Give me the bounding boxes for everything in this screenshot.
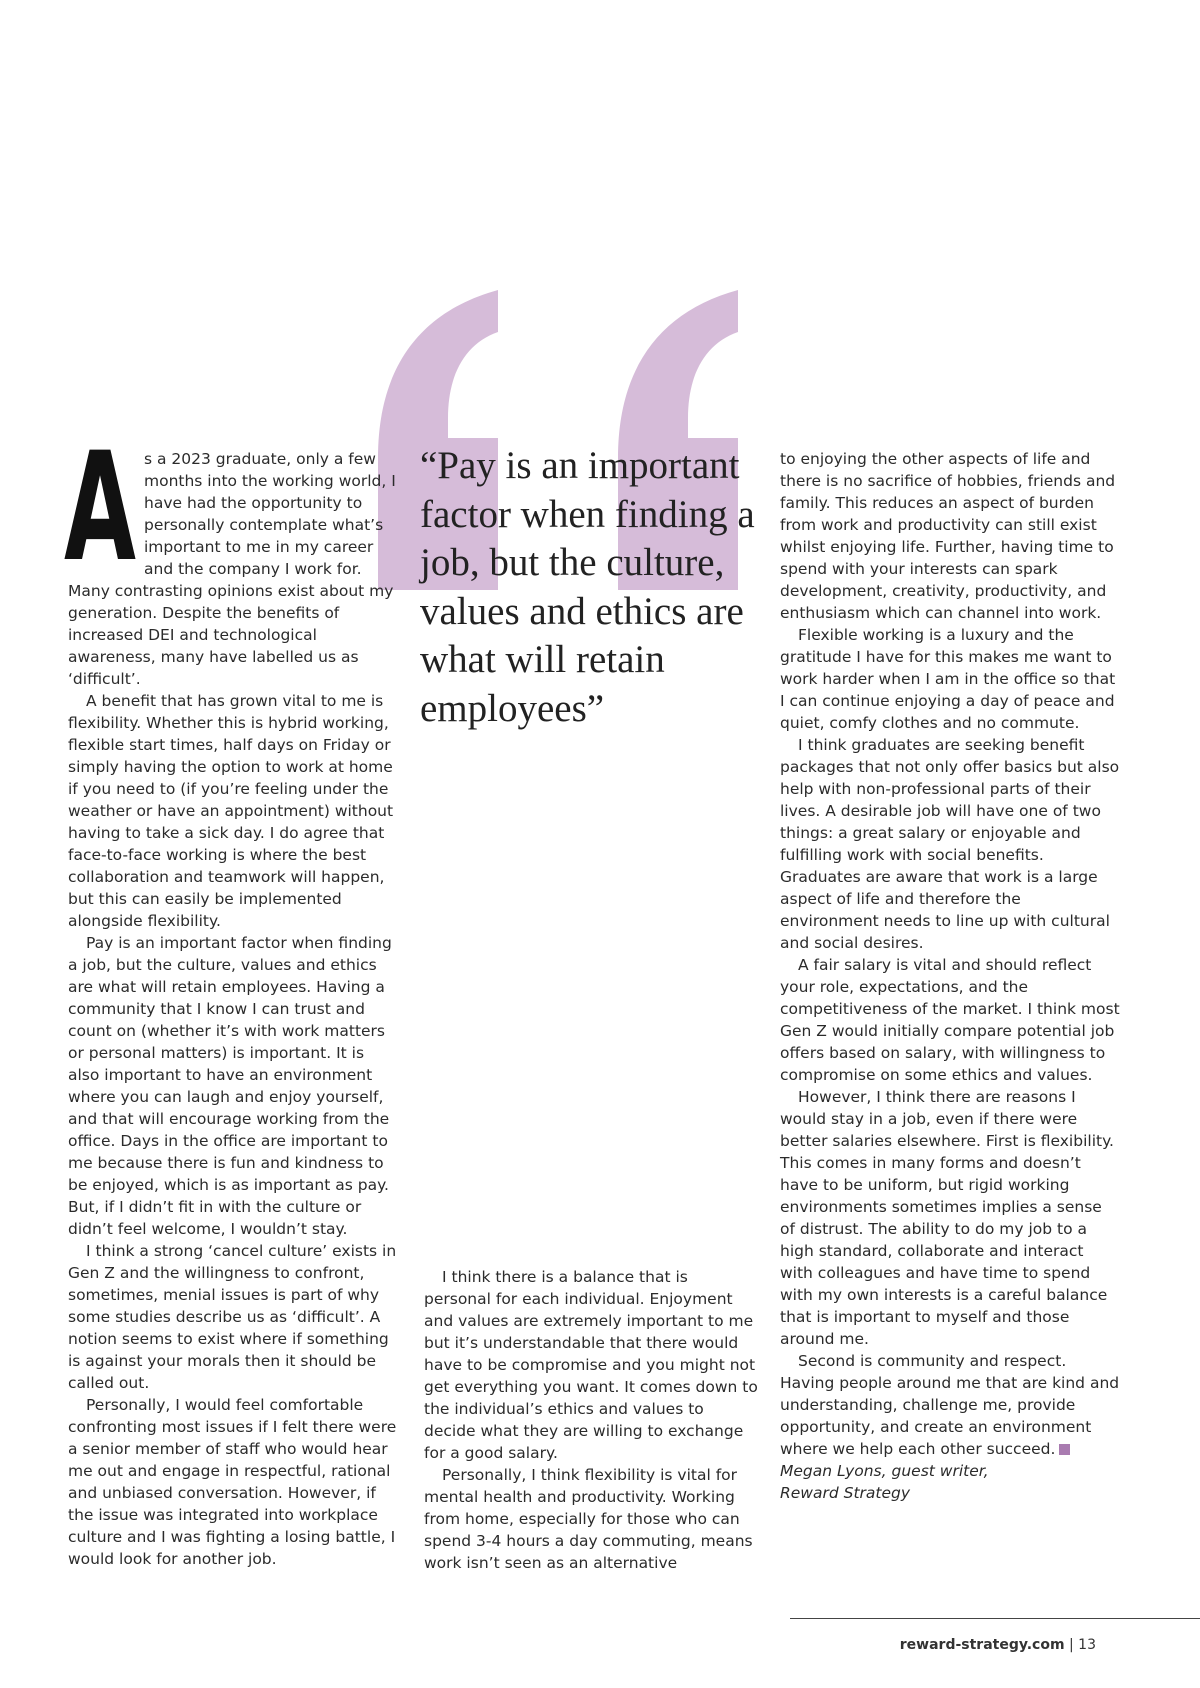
footer-separator: |	[1069, 1637, 1074, 1653]
article-paragraph: to enjoying the other aspects of life and there is no sacrifice of hobbies, friends and family. This reduces an aspect of burden from work and productivity can still exist whilst enjoying life. Further, having time to spend with your interests can spark development, creativity, productivity, and enthusiasm which can channel into work.	[780, 450, 1116, 622]
footer-website: reward-strategy.com	[899, 1637, 1065, 1653]
article-paragraph: I think there is a balance that is personal for each individual. Enjoyment and values are extremely important to me but it’s understandable that there would have to be compromise and you might not get everything you want. It comes down to the individual’s ethics and values to decide what they are willing to exchange for a good salary.	[424, 1268, 758, 1462]
pull-quote: “Pay is an important factor when finding a job, but the culture, values and ethics are what will retain employees”	[420, 444, 755, 730]
article-paragraph: I think a strong ‘cancel culture’ exists in Gen Z and the willingness to confront, sometimes, menial issues is part of why some studies describe us as ‘difficult’. A notion seems to exist where if something is against your morals then it should be called out.	[68, 1242, 397, 1392]
article-paragraph: A fair salary is vital and should reflect your role, expectations, and the competitiveness of the market. I think most Gen Z would initially compare potential job offers based on salary, with willingness to compromise on some ethics and values.	[780, 956, 1120, 1084]
article-paragraph: A benefit that has grown vital to me is flexibility. Whether this is hybrid working, flexible start times, half days on Friday or simply having the option to work at home if you need to (if you’re feeling under the weather or have an appointment) without having to take a sick day. I do agree that face-to-face working is where the best collaboration and teamwork will happen, but this can easily be implemented alongside flexibility.	[68, 692, 394, 930]
article-column-2	[424, 1266, 759, 1574]
article-paragraph: However, I think there are reasons I would stay in a job, even if there were better salaries elsewhere. First is flexibility. This comes in many forms and doesn’t have to be uniform, but rigid working environments sometimes implies a sense of distrust. The ability to do my job to a high standard, collaborate and interact with colleagues and have time to spend with my own interests is a careful balance that is important to myself and those around me.	[780, 1088, 1114, 1348]
byline-author: Megan Lyons, guest writer,	[780, 1462, 989, 1480]
page-footer	[900, 1637, 1096, 1653]
article-paragraph: As a 2023 graduate, only a few months into the working world, I have had the opportunity to personally contemplate what’s important to me in my career and the company I work for. Many contrasting opinions exist about my generation. Despite the benefits of increased DEI and technological awareness, many have labelled us as ‘difficult’.	[64, 421, 396, 688]
drop-cap: A	[64, 421, 136, 595]
end-mark-icon	[1059, 1444, 1070, 1455]
article-paragraph: Pay is an important factor when finding a job, but the culture, values and ethics are what will retain employees. Having a community that I know I can trust and count on (whether it’s with work matters or personal matters) is important. It is also important to have an environment where you can laugh and enjoy yourself, and that will encourage working from the office. Days in the office are important to me because there is fun and kindness to be enjoyed, which is as important as pay. But, if I didn’t fit in with the culture or didn’t feel welcome, I wouldn’t stay.	[68, 934, 392, 1238]
article-paragraph: Personally, I would feel comfortable confronting most issues if I felt there were a senior member of staff who would hear me out and engage in respectful, rational and unbiased conversation. However, if the issue was integrated into workplace culture and I was fighting a losing battle, I would look for another job.	[68, 1396, 397, 1568]
article-paragraph: Personally, I think flexibility is vital for mental health and productivity. Working from home, especially for those who can spend 3-4 hours a day commuting, means work isn’t seen as an alternative	[424, 1466, 753, 1572]
article-paragraph: Flexible working is a luxury and the gratitude I have for this makes me want to work harder when I am in the office so that I can continue enjoying a day of peace and quiet, comfy clothes and no commute.	[780, 626, 1116, 732]
article-column-1	[64, 421, 400, 1570]
footer-divider	[790, 1618, 1200, 1619]
byline-organization: Reward Strategy	[780, 1484, 911, 1502]
page-number: 13	[1078, 1637, 1096, 1653]
article-paragraph: Second is community and respect. Having people around me that are kind and understanding, challenge me, provide opportunity, and create an environment where we help each other succeed.	[780, 1352, 1120, 1458]
article-column-3	[780, 448, 1120, 1504]
article-paragraph: I think graduates are seeking benefit packages that not only offer basics but also help with non-professional parts of their lives. A desirable job will have one of two things: a great salary or enjoyable and fulfilling work with social benefits. Graduates are aware that work is a large aspect of life and therefore the environment needs to line up with cultural and social desires.	[780, 736, 1120, 952]
